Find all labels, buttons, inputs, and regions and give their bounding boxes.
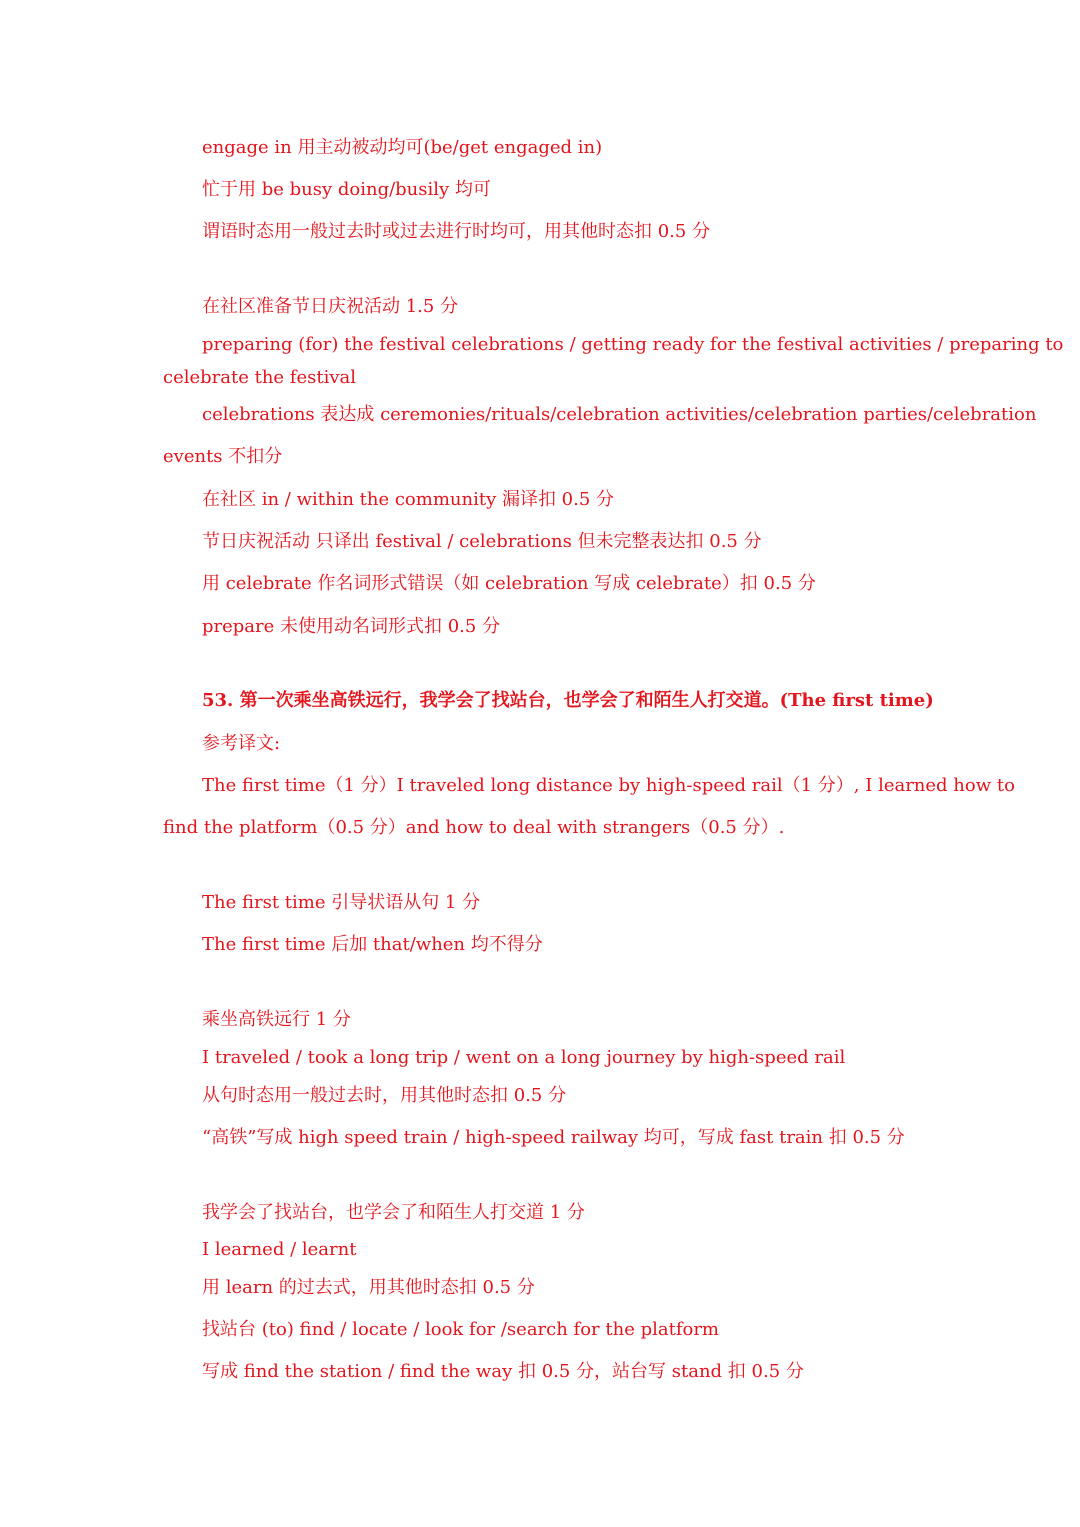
text-line: 在社区 in / within the community 漏译扣 0.5 分 — [202, 489, 615, 510]
text-line: find the platform（0.5 分）and how to deal with strangers（0.5 分）. — [163, 817, 785, 838]
text-line: preparing (for) the festival celebrations / getting ready for the festival activities / preparing to — [202, 334, 1064, 355]
text-line: The first time 后加 that/when 均不得分 — [202, 934, 543, 955]
text-line: 谓语时态用一般过去时或过去进行时均可，用其他时态扣 0.5 分 — [202, 221, 711, 242]
text-line: 忙于用 be busy doing/busily 均可 — [202, 179, 491, 200]
text-line: The first time 引导状语从句 1 分 — [202, 892, 481, 913]
text-line: 节日庆祝活动 只译出 festival / celebrations 但未完整表达扣 0.5 分 — [202, 531, 762, 552]
text-line: 从句时态用一般过去时，用其他时态扣 0.5 分 — [202, 1085, 567, 1106]
text-line: 乘坐高铁远行 1 分 — [202, 1009, 351, 1030]
text-line: “高铁”写成 high speed train / high-speed railway 均可，写成 fast train 扣 0.5 分 — [202, 1127, 905, 1148]
section-label: 参考译文: — [202, 733, 281, 754]
text-line: celebrate the festival — [163, 367, 357, 388]
text-line: celebrations 表达成 ceremonies/rituals/celebration activities/celebration parties/celebration — [202, 404, 1037, 425]
question-heading: 53. 第一次乘坐高铁远行，我学会了找站台，也学会了和陌生人打交道。(The first time) — [202, 690, 934, 711]
text-line: 找站台 (to) find / locate / look for /search for the platform — [202, 1319, 719, 1340]
text-line: I traveled / took a long trip / went on a long journey by high-speed rail — [202, 1047, 846, 1068]
text-line: The first time（1 分）I traveled long distance by high-speed rail（1 分）, I learned how to — [202, 775, 1015, 796]
text-line: prepare 未使用动名词形式扣 0.5 分 — [202, 616, 501, 637]
text-line: engage in 用主动被动均可(be/get engaged in) — [202, 137, 603, 158]
text-line: 用 learn 的过去式，用其他时态扣 0.5 分 — [202, 1277, 535, 1298]
text-line: 写成 find the station / find the way 扣 0.5 分，站台写 stand 扣 0.5 分 — [202, 1361, 804, 1382]
text-line: I learned / learnt — [202, 1239, 357, 1260]
text-line: 用 celebrate 作名词形式错误（如 celebration 写成 celebrate）扣 0.5 分 — [202, 573, 816, 594]
text-line: events 不扣分 — [163, 446, 283, 467]
text-line: 在社区准备节日庆祝活动 1.5 分 — [202, 296, 459, 317]
text-line: 我学会了找站台，也学会了和陌生人打交道 1 分 — [202, 1202, 585, 1223]
